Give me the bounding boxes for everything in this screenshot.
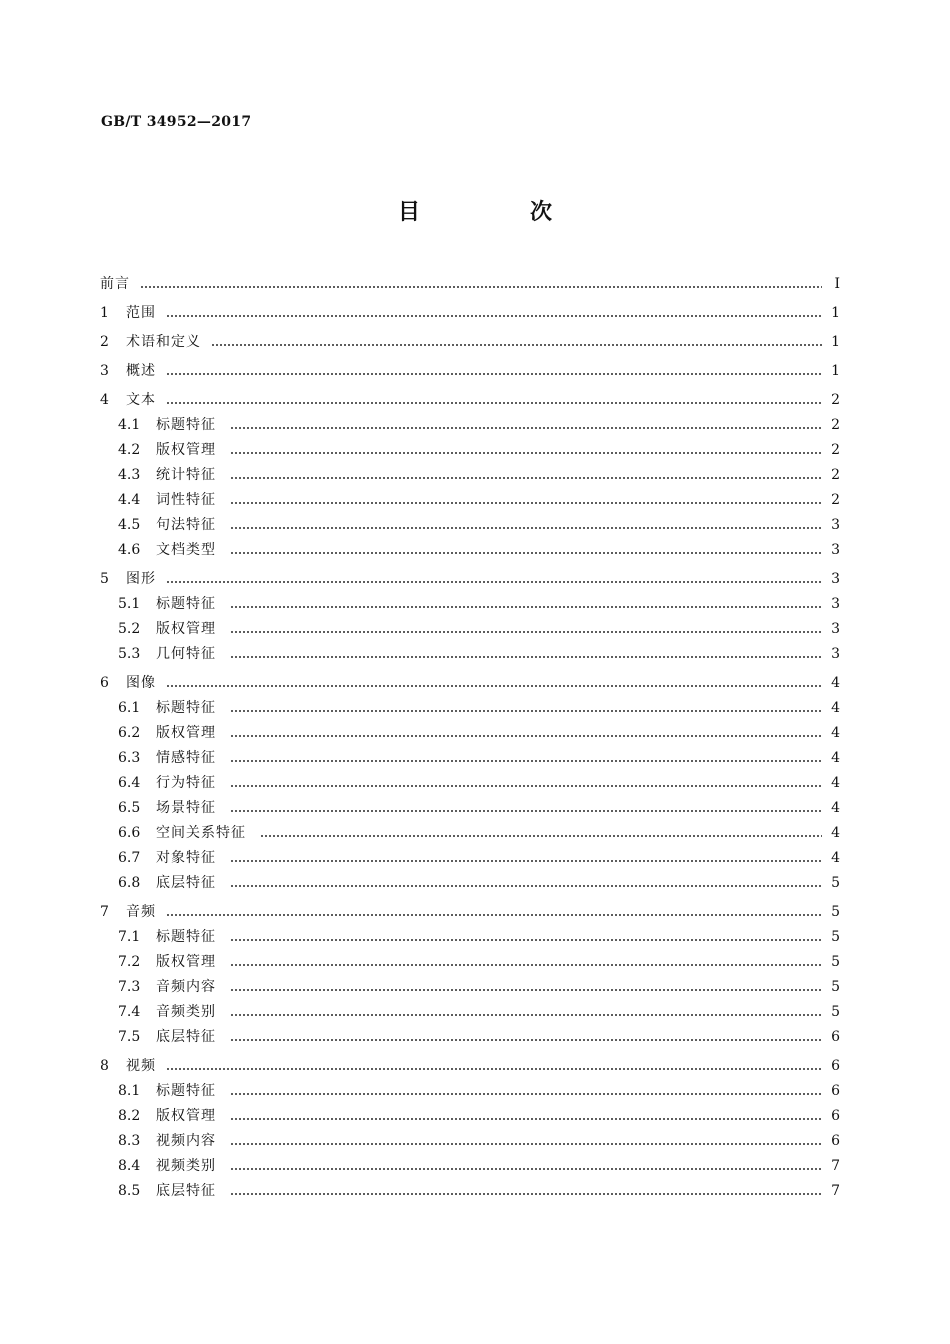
toc-entry-page: 2 [831, 442, 840, 458]
toc-entry-page: 3 [831, 517, 840, 533]
toc-entry[interactable] [100, 1079, 840, 1104]
toc-entry-page: 4 [831, 800, 840, 816]
toc-entry-label: 空间关系特征 [156, 825, 246, 841]
toc-entry-number: 4.2 [118, 442, 141, 458]
dot-leader [230, 1014, 822, 1016]
dot-leader [230, 885, 822, 887]
toc-entry-page: 1 [831, 363, 840, 379]
toc-entry-label: 标题特征 [156, 1083, 216, 1099]
toc-entry[interactable] [100, 821, 840, 846]
toc-entry-label: 标题特征 [156, 700, 216, 716]
toc-entry-page: 4 [831, 750, 840, 766]
toc-entry-page: 5 [831, 979, 840, 995]
toc-entry[interactable] [100, 538, 840, 563]
toc-entry[interactable] [100, 671, 840, 696]
toc-entry-number: 8.3 [118, 1133, 141, 1149]
dot-leader [211, 344, 822, 346]
toc-entry-label: 版权管理 [156, 442, 216, 458]
toc-entry[interactable] [100, 696, 840, 721]
toc-entry-page: 7 [831, 1158, 840, 1174]
dot-leader [230, 656, 822, 658]
toc-entry[interactable] [100, 272, 840, 297]
dot-leader [230, 477, 822, 479]
dot-leader [166, 373, 822, 375]
toc-entry[interactable] [100, 846, 840, 871]
toc-entry[interactable] [100, 330, 840, 355]
toc-entry-page: 1 [831, 334, 840, 350]
toc-entry-number: 5 [100, 571, 109, 587]
dot-leader [230, 527, 822, 529]
toc-entry[interactable] [100, 950, 840, 975]
toc-entry-label: 句法特征 [156, 517, 216, 533]
toc-entry-page: 4 [831, 775, 840, 791]
dot-leader [230, 502, 822, 504]
toc-entry-label: 底层特征 [156, 1029, 216, 1045]
toc-entry-page: 7 [831, 1183, 840, 1199]
toc-entry-number: 2 [100, 334, 109, 350]
toc-entry-page: Ⅰ [834, 276, 840, 292]
toc-entry-page: 5 [831, 904, 840, 920]
toc-entry-label: 行为特征 [156, 775, 216, 791]
dot-leader [230, 1143, 822, 1145]
toc-entry-page: 4 [831, 825, 840, 841]
dot-leader [230, 631, 822, 633]
toc-entry-number: 7.1 [118, 929, 141, 945]
dot-leader [166, 914, 822, 916]
toc-entry-page: 4 [831, 700, 840, 716]
toc-entry[interactable] [100, 1129, 840, 1154]
toc-entry-page: 6 [831, 1058, 840, 1074]
dot-leader [230, 427, 822, 429]
toc-entry-number: 7.2 [118, 954, 141, 970]
dot-leader [230, 810, 822, 812]
toc-entry-page: 5 [831, 875, 840, 891]
toc-entry-number: 1 [100, 305, 109, 321]
dot-leader [230, 1118, 822, 1120]
toc-entry-label: 音频内容 [156, 979, 216, 995]
dot-leader [230, 860, 822, 862]
dot-leader [230, 785, 822, 787]
dot-leader [230, 939, 822, 941]
toc-entry-number: 8.2 [118, 1108, 141, 1124]
toc-entry-label: 情感特征 [156, 750, 216, 766]
toc-entry-label: 几何特征 [156, 646, 216, 662]
toc-entry-number: 4 [100, 392, 109, 408]
toc-entry-number: 6.8 [118, 875, 141, 891]
toc-entry-number: 6.5 [118, 800, 141, 816]
toc-entry-number: 7 [100, 904, 109, 920]
toc-entry-label: 视频 [126, 1058, 156, 1074]
toc-entry[interactable] [100, 746, 840, 771]
toc-entry-page: 3 [831, 542, 840, 558]
dot-leader [166, 1068, 822, 1070]
toc-entry-label: 视频内容 [156, 1133, 216, 1149]
toc-entry-label: 前言 [100, 276, 130, 292]
toc-entry-number: 7.4 [118, 1004, 141, 1020]
toc-entry-label: 标题特征 [156, 596, 216, 612]
toc-entry-page: 4 [831, 725, 840, 741]
toc-entry-page: 3 [831, 646, 840, 662]
toc-entry-number: 8 [100, 1058, 109, 1074]
toc-entry[interactable] [100, 388, 840, 413]
toc-entry-number: 6 [100, 675, 109, 691]
toc-entry-label: 视频类别 [156, 1158, 216, 1174]
toc-entry-number: 8.4 [118, 1158, 141, 1174]
toc-entry-label: 版权管理 [156, 621, 216, 637]
dot-leader [230, 452, 822, 454]
toc-entry-label: 版权管理 [156, 725, 216, 741]
dot-leader [230, 735, 822, 737]
table-of-contents [100, 272, 840, 1204]
toc-entry[interactable] [100, 1179, 840, 1204]
toc-entry[interactable] [100, 488, 840, 513]
toc-entry-number: 4.4 [118, 492, 141, 508]
toc-entry-number: 4.1 [118, 417, 141, 433]
toc-entry-number: 7.3 [118, 979, 141, 995]
toc-entry[interactable] [100, 463, 840, 488]
toc-entry-number: 6.4 [118, 775, 141, 791]
dot-leader [166, 402, 822, 404]
toc-entry-number: 4.5 [118, 517, 141, 533]
dot-leader [230, 989, 822, 991]
toc-entry-page: 6 [831, 1083, 840, 1099]
toc-entry[interactable] [100, 1000, 840, 1025]
toc-entry-label: 文档类型 [156, 542, 216, 558]
toc-entry-page: 2 [831, 492, 840, 508]
dot-leader [230, 710, 822, 712]
toc-entry-label: 图形 [126, 571, 156, 587]
dot-leader [230, 552, 822, 554]
toc-entry-page: 5 [831, 1004, 840, 1020]
toc-entry-label: 图像 [126, 675, 156, 691]
toc-entry-number: 8.1 [118, 1083, 141, 1099]
toc-entry-label: 术语和定义 [126, 334, 201, 350]
toc-entry[interactable] [100, 359, 840, 384]
toc-entry-page: 4 [831, 675, 840, 691]
toc-entry-label: 版权管理 [156, 954, 216, 970]
toc-entry-number: 4.6 [118, 542, 141, 558]
toc-entry-number: 7.5 [118, 1029, 141, 1045]
toc-entry[interactable] [100, 871, 840, 896]
toc-entry-number: 4.3 [118, 467, 141, 483]
toc-entry[interactable] [100, 438, 840, 463]
toc-entry-number: 6.7 [118, 850, 141, 866]
toc-entry-page: 3 [831, 571, 840, 587]
toc-entry-page: 2 [831, 417, 840, 433]
toc-entry[interactable] [100, 567, 840, 592]
toc-entry[interactable] [100, 900, 840, 925]
toc-entry-number: 6.2 [118, 725, 141, 741]
dot-leader [230, 1168, 822, 1170]
toc-entry-page: 5 [831, 954, 840, 970]
toc-entry[interactable] [100, 301, 840, 326]
toc-entry-number: 6.3 [118, 750, 141, 766]
toc-entry-page: 3 [831, 621, 840, 637]
dot-leader [230, 1039, 822, 1041]
toc-entry[interactable] [100, 1104, 840, 1129]
toc-entry-page: 4 [831, 850, 840, 866]
dot-leader [166, 581, 822, 583]
toc-entry-page: 6 [831, 1029, 840, 1045]
toc-entry-label: 概述 [126, 363, 156, 379]
toc-entry-number: 3 [100, 363, 109, 379]
toc-entry[interactable] [100, 721, 840, 746]
toc-entry-page: 6 [831, 1133, 840, 1149]
dot-leader [140, 286, 822, 288]
toc-entry[interactable] [100, 642, 840, 667]
toc-entry-label: 标题特征 [156, 417, 216, 433]
toc-entry-number: 5.2 [118, 621, 141, 637]
toc-entry[interactable] [100, 1054, 840, 1079]
toc-entry-page: 6 [831, 1108, 840, 1124]
toc-entry-label: 音频类别 [156, 1004, 216, 1020]
dot-leader [260, 835, 822, 837]
toc-entry-page: 3 [831, 596, 840, 612]
toc-entry-number: 5.1 [118, 596, 141, 612]
toc-entry[interactable] [100, 513, 840, 538]
dot-leader [230, 606, 822, 608]
toc-entry-number: 6.6 [118, 825, 141, 841]
dot-leader [166, 315, 822, 317]
toc-entry-label: 文本 [126, 392, 156, 408]
dot-leader [230, 1093, 822, 1095]
toc-entry-page: 5 [831, 929, 840, 945]
toc-entry-label: 底层特征 [156, 1183, 216, 1199]
toc-entry-page: 1 [831, 305, 840, 321]
toc-entry-label: 对象特征 [156, 850, 216, 866]
toc-entry-label: 词性特征 [156, 492, 216, 508]
toc-entry[interactable] [100, 771, 840, 796]
dot-leader [230, 964, 822, 966]
toc-entry-label: 统计特征 [156, 467, 216, 483]
toc-entry[interactable] [100, 617, 840, 642]
toc-entry-number: 6.1 [118, 700, 141, 716]
toc-entry[interactable] [100, 413, 840, 438]
toc-entry-label: 场景特征 [156, 800, 216, 816]
toc-entry-label: 音频 [126, 904, 156, 920]
dot-leader [166, 685, 822, 687]
toc-entry-page: 2 [831, 392, 840, 408]
toc-entry[interactable] [100, 975, 840, 1000]
toc-entry[interactable] [100, 1154, 840, 1179]
toc-entry-number: 5.3 [118, 646, 141, 662]
toc-entry-number: 8.5 [118, 1183, 141, 1199]
dot-leader [230, 1193, 822, 1195]
toc-entry[interactable] [100, 1025, 840, 1050]
toc-entry-label: 底层特征 [156, 875, 216, 891]
toc-entry-label: 版权管理 [156, 1108, 216, 1124]
toc-title: 目 次 [397, 200, 596, 225]
toc-entry[interactable] [100, 592, 840, 617]
toc-entry[interactable] [100, 925, 840, 950]
toc-entry-label: 范围 [126, 305, 156, 321]
toc-entry-page: 2 [831, 467, 840, 483]
toc-entry-label: 标题特征 [156, 929, 216, 945]
dot-leader [230, 760, 822, 762]
toc-entry[interactable] [100, 796, 840, 821]
document-code: GB/T 34952—2017 [101, 114, 252, 130]
